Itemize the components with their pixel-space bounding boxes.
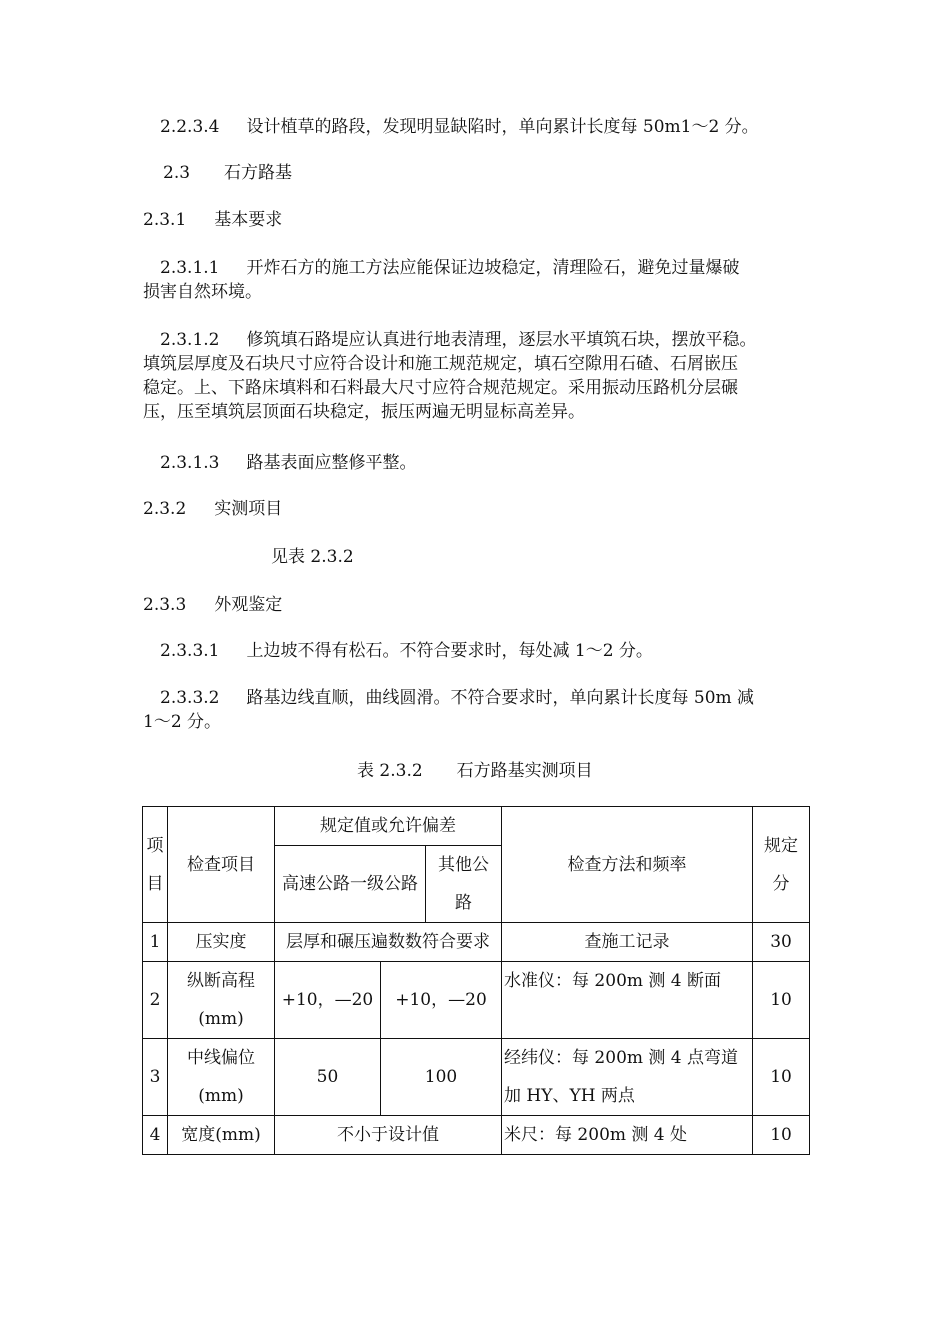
- section-title: 外观鉴定: [214, 595, 283, 615]
- row-score: 10: [753, 1116, 810, 1155]
- table-row: [143, 923, 810, 962]
- section-title: 实测项目: [214, 499, 283, 519]
- section-heading-2-3: [143, 159, 811, 187]
- clause-number: 2.3.3.1: [160, 641, 220, 661]
- table-header-row: [143, 807, 810, 846]
- row-item: 宽度(mm): [168, 1116, 275, 1155]
- row-score: 10: [753, 962, 810, 1039]
- clause-2-2-3-4: [143, 113, 811, 141]
- table-row: [143, 1039, 810, 1116]
- row-spec-other: 100: [381, 1039, 502, 1116]
- row-spec-other: +10，—20: [381, 962, 502, 1039]
- clause-number: 2.3.1.2: [160, 330, 220, 350]
- clause-text-continued: 填筑层厚度及石块尺寸应符合设计和施工规范规定，填石空隙用石碴、石屑嵌压: [143, 354, 738, 374]
- see-table-text: 见表 2.3.2: [271, 547, 354, 567]
- clause-number: 2.3.1.1: [160, 258, 220, 278]
- row-spec-combined: 层厚和碾压遍数数符合要求: [275, 923, 502, 962]
- clause-number: 2.3.3.2: [160, 688, 220, 708]
- section-title: 基本要求: [214, 210, 283, 230]
- section-heading-2-3-2: [143, 495, 811, 523]
- clause-text: 修筑填石路堤应认真进行地表清理，逐层水平填筑石块，摆放平稳。: [246, 330, 757, 350]
- clause-text: 路基表面应整修平整。: [246, 453, 417, 473]
- row-spec-highway: +10，—20: [275, 962, 381, 1039]
- clause-text: 设计植草的路段，发现明显缺陷时，单向累计长度每 50m1～2 分。: [246, 117, 759, 137]
- header-other-road: 其他公路: [426, 846, 502, 923]
- header-item-no: 项目: [143, 807, 168, 923]
- section-number: 2.3.3: [143, 595, 187, 615]
- section-number: 2.3.1: [143, 210, 187, 230]
- header-check-item: 检查项目: [168, 807, 275, 923]
- section-number: 2.3: [163, 163, 191, 183]
- row-no: 2: [143, 962, 168, 1039]
- row-spec-combined: 不小于设计值: [275, 1116, 502, 1155]
- section-title: 石方路基: [224, 163, 293, 183]
- section-heading-2-3-3: [143, 591, 811, 619]
- row-method: 经纬仪：每 200m 测 4 点弯道加 HY、YH 两点: [502, 1039, 753, 1116]
- stone-subgrade-table: [142, 806, 810, 1155]
- row-no: 3: [143, 1039, 168, 1116]
- clause-text: 开炸石方的施工方法应能保证边坡稳定，清理险石，避免过量爆破: [246, 258, 740, 278]
- header-score: 规定分: [753, 807, 810, 923]
- clause-text-continued: 损害自然环境。: [143, 282, 262, 302]
- row-method: 查施工记录: [502, 923, 753, 962]
- header-spec-group: 规定值或允许偏差: [275, 807, 502, 846]
- clause-text: 路基边线直顺，曲线圆滑。不符合要求时，单向累计长度每 50m 减: [246, 688, 755, 708]
- row-no: 1: [143, 923, 168, 962]
- table-row: [143, 1116, 810, 1155]
- header-highway: 高速公路一级公路: [275, 846, 426, 923]
- clause-2-3-3-2: [143, 686, 811, 734]
- row-item: 压实度: [168, 923, 275, 962]
- clause-number: 2.3.1.3: [160, 453, 220, 473]
- row-score: 30: [753, 923, 810, 962]
- row-no: 4: [143, 1116, 168, 1155]
- row-method: 米尺：每 200m 测 4 处: [502, 1116, 753, 1155]
- clause-2-3-1-3: [143, 449, 811, 477]
- clause-text: 上边坡不得有松石。不符合要求时，每处减 1～2 分。: [246, 641, 653, 661]
- clause-text-continued: 稳定。上、下路床填料和石料最大尺寸应符合规范规定。采用振动压路机分层碾: [143, 378, 738, 398]
- section-heading-2-3-1: [143, 206, 811, 234]
- table-caption-number: 表 2.3.2: [357, 761, 423, 781]
- clause-2-3-1-2: [143, 328, 811, 424]
- clause-text-continued: 压，压至填筑层顶面石块稳定，振压两遍无明显标高差异。: [143, 402, 585, 422]
- row-method: 水准仪：每 200m 测 4 断面: [502, 962, 753, 1039]
- section-number: 2.3.2: [143, 499, 187, 519]
- row-score: 10: [753, 1039, 810, 1116]
- clause-2-3-3-1: [143, 637, 811, 665]
- clause-number: 2.2.3.4: [160, 117, 220, 137]
- see-table-note: [143, 543, 811, 571]
- row-spec-highway: 50: [275, 1039, 381, 1116]
- clause-2-3-1-1: [143, 256, 811, 304]
- header-method: 检查方法和频率: [502, 807, 753, 923]
- table-caption-title: 石方路基实测项目: [456, 761, 593, 781]
- clause-text-continued: 1～2 分。: [143, 712, 222, 732]
- row-item: 纵断高程(mm): [168, 962, 275, 1039]
- row-item: 中线偏位(mm): [168, 1039, 275, 1116]
- table-row: [143, 962, 810, 1039]
- table-caption: [357, 757, 757, 785]
